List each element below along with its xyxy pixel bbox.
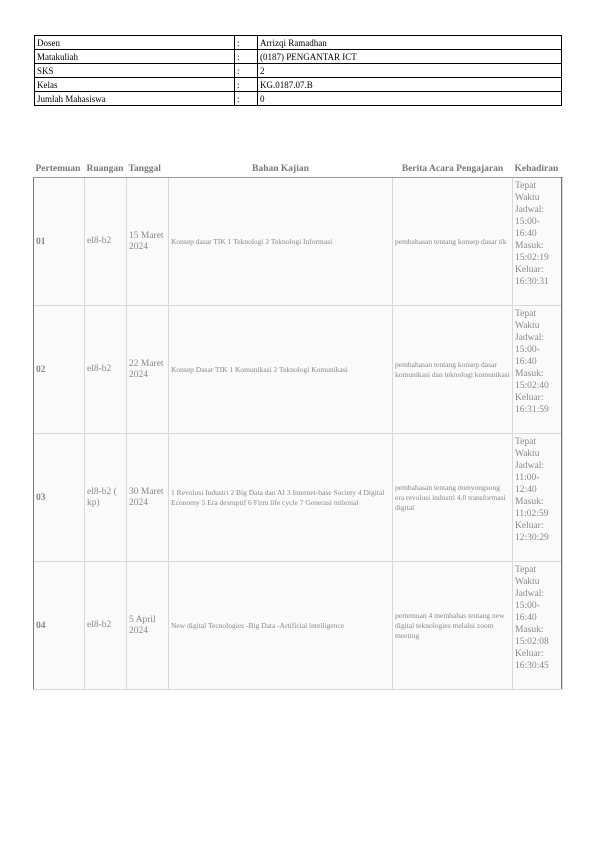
info-value: (0187) PENGANTAR ICT	[258, 50, 562, 64]
room-cell: el8-b2	[85, 178, 127, 306]
header-meeting: Pertemuan	[34, 161, 85, 178]
date-cell: 22 Maret 2024	[127, 306, 169, 434]
info-row-class	[35, 78, 562, 92]
info-label: SKS	[35, 64, 235, 78]
table-row	[34, 178, 563, 306]
info-separator: :	[235, 78, 258, 92]
info-label: Matakuliah	[35, 50, 235, 64]
info-row-credits	[35, 64, 562, 78]
info-separator: :	[235, 50, 258, 64]
table-left-border	[33, 177, 34, 689]
table-row	[34, 562, 563, 690]
room-cell: el8-b2 ( kp)	[85, 434, 127, 562]
table-header-row	[34, 161, 563, 178]
info-separator: :	[235, 64, 258, 78]
header-topic: Bahan Kajian	[169, 161, 393, 178]
info-value: KG.0187.07.B	[258, 78, 562, 92]
topic-cell: Konsep Dasar TIK 1 Komunikasi 2 Teknologi Komunikasi	[169, 306, 393, 434]
attendance-cell: Tepat Waktu Jadwal: 15:00-16:40 Masuk: 15:02:40 Keluar: 16:31:59	[513, 306, 563, 434]
report-cell: pembahasan tentang menyongsong era revolusi industri 4.0 transformasi digital	[393, 434, 513, 562]
info-label: Kelas	[35, 78, 235, 92]
room-cell: el8-b2	[85, 306, 127, 434]
attendance-cell: Tepat Waktu Jadwal: 15:00-16:40 Masuk: 15:02:19 Keluar: 16:30:31	[513, 178, 563, 306]
info-row-lecturer	[35, 36, 562, 50]
table-right-border	[561, 177, 562, 689]
header-attendance: Kehadiran	[513, 161, 563, 178]
attendance-cell: Tepat Waktu Jadwal: 11:00-12:40 Masuk: 11:02:59 Keluar: 12:30:29	[513, 434, 563, 562]
report-cell: pembahasan tentang konsep dasar tik	[393, 178, 513, 306]
info-value: 2	[258, 64, 562, 78]
info-value: 0	[258, 92, 562, 106]
report-cell: pembahasan tentang konsep dasar komunikasi dan teknologi komunikasi	[393, 306, 513, 434]
topic-cell: 1 Revolusi Industri 2 Big Data dan AI 3 Internet-base Society 4 Digital Economy 5 Era desruptif 6 Firm life cycle 7 Generasi milenial	[169, 434, 393, 562]
info-label: Dosen	[35, 36, 235, 50]
info-label: Jumlah Mahasiswa	[35, 92, 235, 106]
date-cell: 15 Maret 2024	[127, 178, 169, 306]
room-cell: el8-b2	[85, 562, 127, 690]
info-row-students	[35, 92, 562, 106]
meetings-table	[33, 161, 563, 690]
info-separator: :	[235, 92, 258, 106]
header-room: Ruangan	[85, 161, 127, 178]
course-info-table	[34, 35, 562, 106]
table-row	[34, 434, 563, 562]
table-row	[34, 306, 563, 434]
report-cell: pertemuan 4 membahas tentang new digital teknologies melalui zoom meeting	[393, 562, 513, 690]
info-value: Arrizqi Ramadhan	[258, 36, 562, 50]
header-date: Tanggal	[127, 161, 169, 178]
attendance-cell: Tepat Waktu Jadwal: 15:00-16:40 Masuk: 15:02:08 Keluar: 16:30:45	[513, 562, 563, 690]
header-report: Berita Acara Pengajaran	[393, 161, 513, 178]
meeting-number: 03	[34, 434, 85, 562]
meeting-number: 02	[34, 306, 85, 434]
topic-cell: Konsep dasar TIK 1 Teknologi 2 Teknologi Informasi	[169, 178, 393, 306]
info-row-course	[35, 50, 562, 64]
meeting-number: 04	[34, 562, 85, 690]
date-cell: 5 April 2024	[127, 562, 169, 690]
topic-cell: New digital Tecnologies -Big Data -Artificial intelligence	[169, 562, 393, 690]
meeting-number: 01	[34, 178, 85, 306]
date-cell: 30 Maret 2024	[127, 434, 169, 562]
info-separator: :	[235, 36, 258, 50]
